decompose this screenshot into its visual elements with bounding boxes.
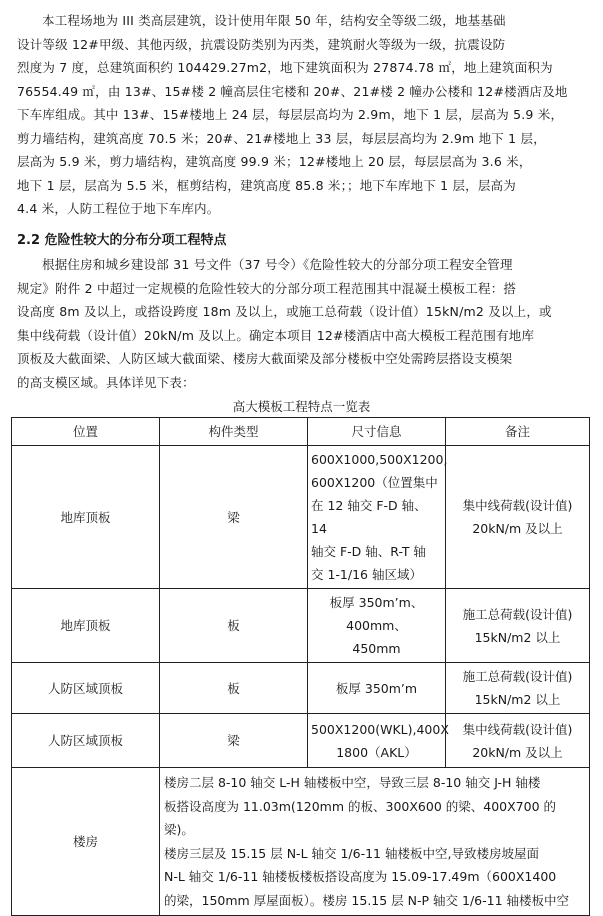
section-body-paragraph [17,253,587,394]
overview-line: 下车库组成。其中 13#、15#楼地上 24 层，每层层高均为 2.9m，地下 1 层，层高为 5.9 米， [17,107,564,122]
note-line: 15kN/m2 以上 [474,692,561,707]
table-header-row [12,418,590,446]
overview-line: 76554.49 ㎡，由 13#、15#楼 2 幢高层住宅楼和 20#、21#楼 2 幢办公楼和 12#楼酒店及地 [17,83,568,99]
size-line: 500X1200(WKL),400X [311,721,449,737]
cell-size [308,714,449,768]
note-line: 20kN/m 及以上 [472,744,563,760]
cell-location: 楼房 [12,768,160,916]
note-line: 施工总荷载(设计值) [462,669,573,684]
size-line: 1800（AKL） [336,744,417,760]
cell-type: 梁 [160,446,308,589]
note-line: 20kN/m 及以上 [472,521,563,536]
cell-size [308,446,446,589]
header-size-info: 尺寸信息 [308,418,446,446]
note-line: 集中线荷载(设计值) [462,721,573,737]
cell-type: 板 [160,663,308,714]
size-line: 轴交 F-D 轴、R-T 轴 [311,544,426,559]
cell-note [446,663,590,714]
formwork-table [11,417,590,916]
cell-size [308,589,446,663]
overview-line: 本工程场地为 III 类高层建筑，设计使用年限 50 年，结构安全等级二级，地基基础 [42,13,506,28]
cell-note [446,714,590,768]
size-line: 在 12 轴交 F-D 轴、14 [311,498,427,536]
cell-location: 人防区域顶板 [12,663,160,714]
cell-location: 人防区域顶板 [12,714,160,768]
description-line: 楼房三层及 15.15 层 N-L 轴交 1/6-11 轴楼板中空,导致楼房坡屋面 [164,845,539,861]
table-row [12,589,590,663]
body-line: 顶板及大截面梁、人防区域大截面梁、楼房大截面梁及部分楼板中空处需跨层搭设支模架 [17,351,513,366]
table-row [12,714,590,768]
description-line: 的梁，150mm 厚屋面板）。楼房 15.15 层 N-P 轴交 1/6-11 轴楼板中空 [164,892,569,908]
section-heading: 2.2 危险性较大的分布分项工程特点 [17,233,227,248]
size-line: 板厚 350m’m [335,680,418,696]
overview-line: 地下 1 层，层高为 5.5 米，框剪结构，建筑高度 85.8 米；；地下车库地下 1 层，层高为 [17,177,516,193]
table-caption: 高大模板工程特点一览表 [232,399,371,414]
note-line: 施工总荷载(设计值) [462,606,573,622]
cell-type: 板 [160,589,308,663]
cell-type: 梁 [160,714,308,768]
cell-location: 地库顶板 [12,446,160,589]
cell-description [160,768,590,916]
overview-line: 层高为 5.9 米，剪力墙结构，建筑高度 99.9 米；12#楼地上 20 层，每层层高为 3.6 米， [17,154,532,169]
description-line: N-L 轴交 1/6-11 轴楼板楼板搭设高度为 15.09-17.49m（600X1400 [164,869,557,884]
table-row [12,768,590,916]
note-line: 15kN/m2 以上 [474,629,561,645]
overview-line: 设计等级 12#甲级、其他丙级，抗震设防类别为丙类，建筑耐火等级为一级，抗震设防 [17,36,506,52]
size-line: 板厚 350m’m、400mm、 [329,595,424,633]
table-row [12,446,590,589]
header-note: 备注 [446,418,590,446]
body-line: 根据住房和城乡建设部 31 号文件（37 号令）《危险性较大的分部分项工程安全管理 [42,257,513,272]
body-line: 的高支模区域。具体详见下表： [17,374,195,390]
header-component-type: 构件类型 [160,418,308,446]
table-row [12,663,590,714]
size-line: 交 1-1/16 轴区域） [311,567,422,582]
project-overview-paragraph [17,9,587,221]
note-line: 集中线荷载(设计值) [462,498,573,513]
size-line: 450mm [352,641,401,656]
body-line: 集中线荷载（设计值）20kN/m 及以上。确定本项目 12#楼酒店中高大模板工程范围有地库 [17,327,535,343]
cell-note [446,589,590,663]
cell-note [446,446,590,589]
description-line: 板搭设高度为 11.03m(120mm 的板、300X600 的梁、400X700 的梁)。 [164,798,557,837]
body-line: 设高度 8m 及以上，或搭设跨度 18m 及以上，或施工总荷载（设计值）15kN/m2 及以上，或 [17,304,552,319]
overview-line: 烈度为 7 度，总建筑面积约 104429.27m2，地下建筑面积为 27874.78 ㎡，地上建筑面积为 [17,60,553,75]
body-line: 规定》附件 2 中超过一定规模的危险性较大的分部分项工程范围其中混凝土模板工程：搭 [17,280,517,296]
size-line: 600X1000,500X1200, [311,452,448,467]
overview-line: 4.4 米，人防工程位于地下车库内。 [17,201,220,216]
header-location: 位置 [12,418,160,446]
cell-size [308,663,446,714]
size-line: 600X1200（位置集中 [311,475,438,490]
overview-line: 剪力墙结构，建筑高度 70.5 米；20#、21#楼地上 33 层，每层层高均为 2.9m 地下 1 层， [17,130,546,146]
cell-location: 地库顶板 [12,589,160,663]
description-line: 楼房二层 8-10 轴交 L-H 轴楼板中空，导致三层 8-10 轴交 J-H 轴楼 [164,775,541,790]
